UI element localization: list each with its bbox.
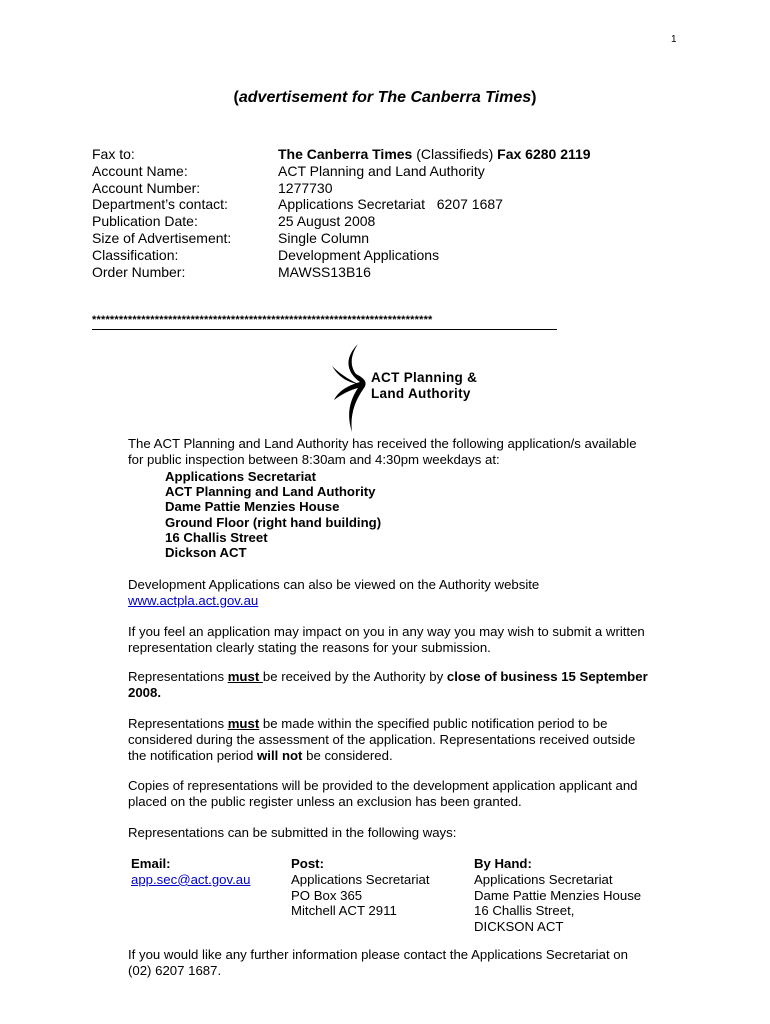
field-value: Single Column [278,229,370,246]
field-order-number [92,264,591,281]
post-column [291,856,430,919]
field-value: Development Applications [278,246,440,263]
field-label: Size of Advertisement: [92,229,232,246]
field-size [92,230,591,247]
text-line: Representations must be made within the specified public notification period to be [128,716,608,731]
by-hand-column [474,856,641,935]
field-value: 25 August 2008 [278,213,376,230]
by-hand-line: Applications Secretariat [474,871,613,887]
field-value: The Canberra Times (Classifieds) Fax 6280 2119 [278,146,591,162]
post-line: PO Box 365 [291,887,363,903]
text-line: (02) 6207 1687. [128,962,222,978]
field-label: Department’s contact: [92,196,228,213]
text-line: Representations must be received by the Authority by close of business 15 September [128,669,648,684]
page-number: 1 [671,34,677,45]
logo-line: ACT Planning & [371,370,478,385]
text-line: placed on the public register unless an exclusion has been granted. [128,793,522,809]
address-line: ACT Planning and Land Authority [165,484,376,500]
ways-paragraph: Representations can be submitted in the following ways: [128,825,457,840]
text-line: for public inspection between 8:30am and 4:30pm weekdays at: [128,451,500,467]
copies-paragraph [128,778,698,810]
text-line: Development Applications can also be viewed on the Authority website [128,577,540,592]
field-value: 1277730 [278,179,333,196]
address-line: Applications Secretariat [165,469,316,484]
deadline-paragraph [128,669,698,701]
field-fax-to [92,146,591,163]
asterisk-separator: **************************************************************************** [92,314,433,326]
field-value: Applications Secretariat 6207 1687 [278,196,503,213]
email-column [131,856,250,888]
text-line: If you feel an application may impact on you in any way you may wish to submit a written [128,624,645,639]
by-hand-line: DICKSON ACT [474,919,564,935]
by-hand-line: 16 Challis Street, [474,903,575,919]
text-line: representation clearly stating the reasons for your submission. [128,639,491,655]
office-address [165,469,381,560]
field-label: Order Number: [92,263,186,280]
website-link[interactable]: www.actpla.act.gov.au [128,592,259,608]
text-line: Copies of representations will be provided to the development application applicant and [128,778,638,793]
email-link[interactable]: app.sec@act.gov.au [131,871,251,887]
by-hand-line: Dame Pattie Menzies House [474,887,642,903]
impact-paragraph [128,624,698,656]
actpla-logo-icon [328,342,372,434]
post-line: Mitchell ACT 2911 [291,903,397,919]
field-classification [92,247,591,264]
text-line: the notification period will not be considered. [128,747,393,763]
page-title: (advertisement for The Canberra Times) [233,89,537,106]
address-line: 16 Challis Street [165,529,268,545]
by-hand-heading: By Hand: [474,856,532,871]
field-publication-date [92,213,591,230]
email-heading: Email: [131,856,171,871]
field-label: Classification: [92,246,179,263]
address-line: Dame Pattie Menzies House [165,499,340,515]
divider [92,329,557,330]
period-paragraph [128,716,698,763]
field-department-contact [92,196,591,213]
text-line: considered during the assessment of the application. Representations received outside [128,731,636,747]
text-line: 2008. [128,684,162,700]
address-line: Dickson ACT [165,545,247,561]
intro-paragraph [128,436,698,468]
post-line: Applications Secretariat [291,871,430,887]
text-line: If you would like any further information please contact the Applications Secretariat on [128,947,628,962]
address-line: Ground Floor (right hand building) [165,514,382,530]
field-label: Publication Date: [92,213,198,230]
field-label: Account Name: [92,162,188,179]
field-account-name [92,163,591,180]
field-value: MAWSS13B16 [278,263,371,280]
actpla-logo-text [371,370,477,402]
text-line: The ACT Planning and Land Authority has received the following application/s available [128,436,637,451]
order-details [92,146,591,280]
post-heading: Post: [291,856,324,871]
logo-line: Land Authority [371,386,471,401]
field-label: Fax to: [92,146,135,162]
contact-paragraph [128,947,698,979]
website-paragraph [128,577,698,609]
field-value: ACT Planning and Land Authority [278,162,485,179]
field-label: Account Number: [92,179,201,196]
field-account-number [92,180,591,197]
